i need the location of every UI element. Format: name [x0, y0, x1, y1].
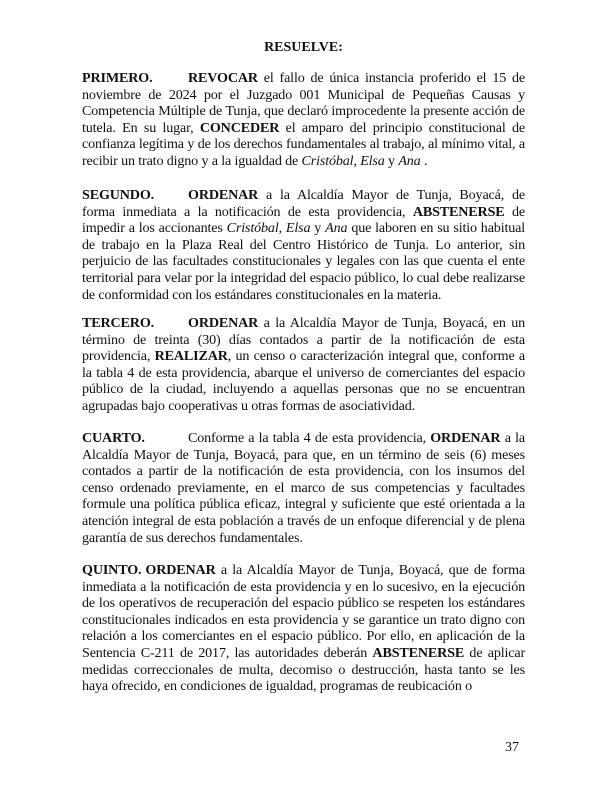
bold-term: ORDENAR	[188, 187, 259, 203]
text-run: el amparo del principio constitucional de confianza legítima y de los derechos fundamentales al trabajo, al mínimo vital, a recibir un trato digno y a la igualdad de	[82, 119, 525, 169]
italic-name: Cristóbal	[226, 220, 279, 237]
text-run: a la Alcaldía Mayor de Tunja, Boyacá, en un término de treinta (30) días contados a partir de la notificación de esta providencia,	[82, 315, 525, 365]
text-run: y	[310, 220, 326, 237]
page-number: 37	[505, 740, 519, 755]
text-run: a la Alcaldía Mayor de Tunja, Boyacá, que de forma inmediata a la notificación de esta providencia y en lo sucesivo, en la ejecución de los operativos de recuperación del espacio público se respeten los estándares constitucionales indicados en esta providencia y se garantice un trato digno con relación a los comerciantes en el espacio público. Por ello, en aplicación de la Sentencia C-211 de 2017, las autoridades deberán	[82, 562, 525, 661]
bold-term: ABSTENERSE	[412, 203, 505, 220]
resolution-paragraph-quinto	[82, 562, 525, 695]
paragraph-label: PRIMERO.	[82, 70, 153, 86]
text-run: que laboren en su sitio habitual de trabajo en la Plaza Real del Centro Histórico de Tunja. Lo anterior, sin perjuicio de las facultades constitucionales y legales con las que cuenta el ente territorial para velar por la integridad del espacio público, lo cual debe realizarse de conformidad con los estándares constitucionales en la materia.	[82, 220, 526, 303]
text-run: y	[384, 152, 399, 169]
italic-name: Elsa	[360, 152, 385, 169]
resolution-paragraph-cuarto	[82, 430, 525, 546]
italic-name: Ana	[325, 220, 348, 237]
resolution-paragraph-segundo	[82, 187, 525, 303]
paragraph-body	[82, 187, 525, 303]
bold-term: REVOCAR	[188, 70, 258, 86]
paragraph-label: CUARTO.	[82, 430, 145, 446]
paragraph-body	[82, 562, 525, 694]
bold-term: ABSTENERSE	[372, 644, 465, 661]
paragraph-body	[82, 430, 525, 546]
bold-term: ORDENAR	[430, 430, 501, 446]
paragraph-label: SEGUNDO.	[82, 187, 155, 203]
italic-name: Cristóbal	[301, 152, 354, 169]
text-run: ,	[353, 152, 361, 169]
italic-name: Elsa	[285, 220, 311, 237]
text-run: a la Alcaldía Mayor de Tunja, Boyacá, para que, en un término de seis (6) meses contados a partir de la notificación de esta providencia, con los insumos del censo ordenado previamente, en el marco de sus competencias y facultades formule una política pública eficaz, integral y suficiente que esté orientada a la atención integral de esta población a través de un enfoque diferencial y de plena garantía de sus derechos fundamentales.	[82, 430, 525, 546]
text-run: .	[420, 152, 428, 169]
paragraph-label: TERCERO.	[82, 315, 155, 331]
resolution-paragraph-tercero	[82, 315, 525, 415]
paragraph-label: QUINTO.	[82, 562, 142, 578]
text-run: a la Alcaldía Mayor de Tunja, Boyacá, de forma inmediata a la notificación de esta providencia,	[82, 187, 525, 220]
italic-name: Ana	[398, 152, 421, 169]
text-run: ,	[278, 220, 286, 237]
text-run: de aplicar medidas correccionales de multa, decomiso o destrucción, hasta tanto se les haya ofrecido, en condiciones de igualdad, programas de reubicación o	[82, 644, 525, 695]
bold-term: REALIZAR	[154, 348, 228, 365]
bold-term: ORDENAR	[188, 315, 259, 331]
text-run: , un censo o caracterización integral que, conforme a la tabla 4 de esta providencia, abarque el universo de comerciantes del espacio público de la ciudad, incluyendo a aquellas personas que no se encuentran agrupadas bajo cooperativas u otras formas de asociatividad.	[82, 348, 525, 414]
text-run: Conforme a la tabla 4 de esta providencia,	[188, 430, 431, 446]
text-run: de impedir a los accionantes	[82, 203, 525, 237]
bold-term: CONCEDER	[199, 119, 280, 136]
resolution-paragraph-primero	[82, 70, 525, 170]
bold-term: ORDENAR	[145, 562, 216, 578]
text-run: el fallo de única instancia proferido el 15 de noviembre de 2024 por el Juzgado 001 Municipal de Pequeñas Causas y Competencia Múltiple de Tunja, que declaró improcedente la presente acción de tutela. En su lugar,	[82, 70, 525, 136]
section-heading: RESUELVE:	[264, 40, 343, 55]
